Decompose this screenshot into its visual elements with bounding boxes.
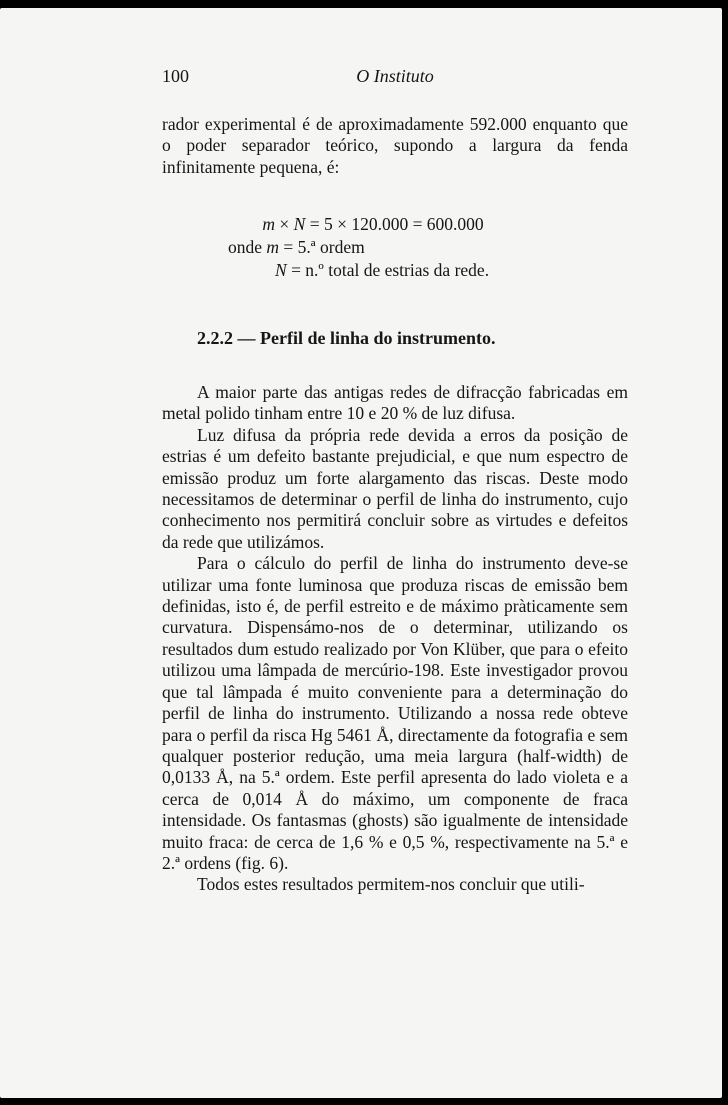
formula-line-3 (275, 259, 489, 282)
formula-var-n: N (275, 260, 287, 280)
formula-var-n: N (293, 214, 306, 234)
journal-title: O Instituto (356, 66, 434, 86)
paragraph: Luz difusa da própria rede devida a erros da posição de estrias é um defeito bastante prejudicial, e que num espectro de emissão produz um forte alargamento das riscas. Deste modo necessitamos de determinar o perfil de linha do instrumento, cujo conhecimento nos permitirá concluir sobre as virtudes e defeitos da rede que utilizámos. (162, 424, 628, 552)
formula-block (230, 213, 489, 282)
formula-order: = 5.ª ordem (283, 237, 365, 257)
formula-var-m: m (266, 237, 280, 257)
section-number: 2.2.2 (197, 328, 233, 348)
formula-var-m: m (262, 214, 276, 234)
running-header (162, 66, 628, 90)
paragraph: A maior parte das antigas redes de difracção fabricadas em metal polido tinham entre 10 e 20 % de luz difusa. (162, 382, 628, 424)
body-text (162, 382, 628, 896)
page (0, 8, 722, 1098)
paragraph: Para o cálculo do perfil de linha do instrumento deve-se utilizar uma fonte luminosa que produza riscas de emissão bem definidas, isto é, de perfil estreito e de máximo pràticamente sem curvatura. Dispensámo-nos de o determinar, utilizando os resultados dum estudo realizado por Von Klüber, que para o efeito utilizou uma lâmpada de mercúrio-198. Este investigador provou que tal lâmpada é muito conveniente para a determinação do perfil de linha do instrumento. Utilizando a nossa rede obteve para o perfil da risca Hg 5461 Å, directamente da fotografia e sem qualquer posterior redução, uma meia largura (half-width) de 0,0133 Å, na 5.ª ordem. Este perfil apresenta do lado violeta e a cerca de 0,014 Å do máximo, um componente de fraca intensidade. Os fantasmas (ghosts) são igualmente de intensidade muito fraca: de cerca de 1,6 % e 0,5 %, respectivamente na 5.ª e 2.ª ordens (fig. 6). (162, 553, 628, 873)
section-heading (197, 328, 496, 349)
paragraph-text: rador experimental é de aproximadamente 592.000 enquanto que o poder separador teórico, supondo a largura da fenda infinitamente pequena, é: (162, 114, 628, 177)
formula-line-2 (228, 236, 489, 259)
formula-times: × (279, 214, 290, 234)
page-number: 100 (162, 66, 189, 86)
formula-result: = 5 × 120.000 = 600.000 (309, 214, 484, 234)
section-title: — Perfil de linha do instrumento. (237, 328, 496, 348)
intro-paragraph (162, 114, 628, 178)
formula-onde: onde (228, 237, 263, 257)
paragraph: Todos estes resultados permitem-nos concluir que utili- (197, 874, 585, 895)
formula-stripes: = n.º total de estrias da rede. (291, 260, 490, 280)
formula-line-1 (230, 213, 489, 236)
